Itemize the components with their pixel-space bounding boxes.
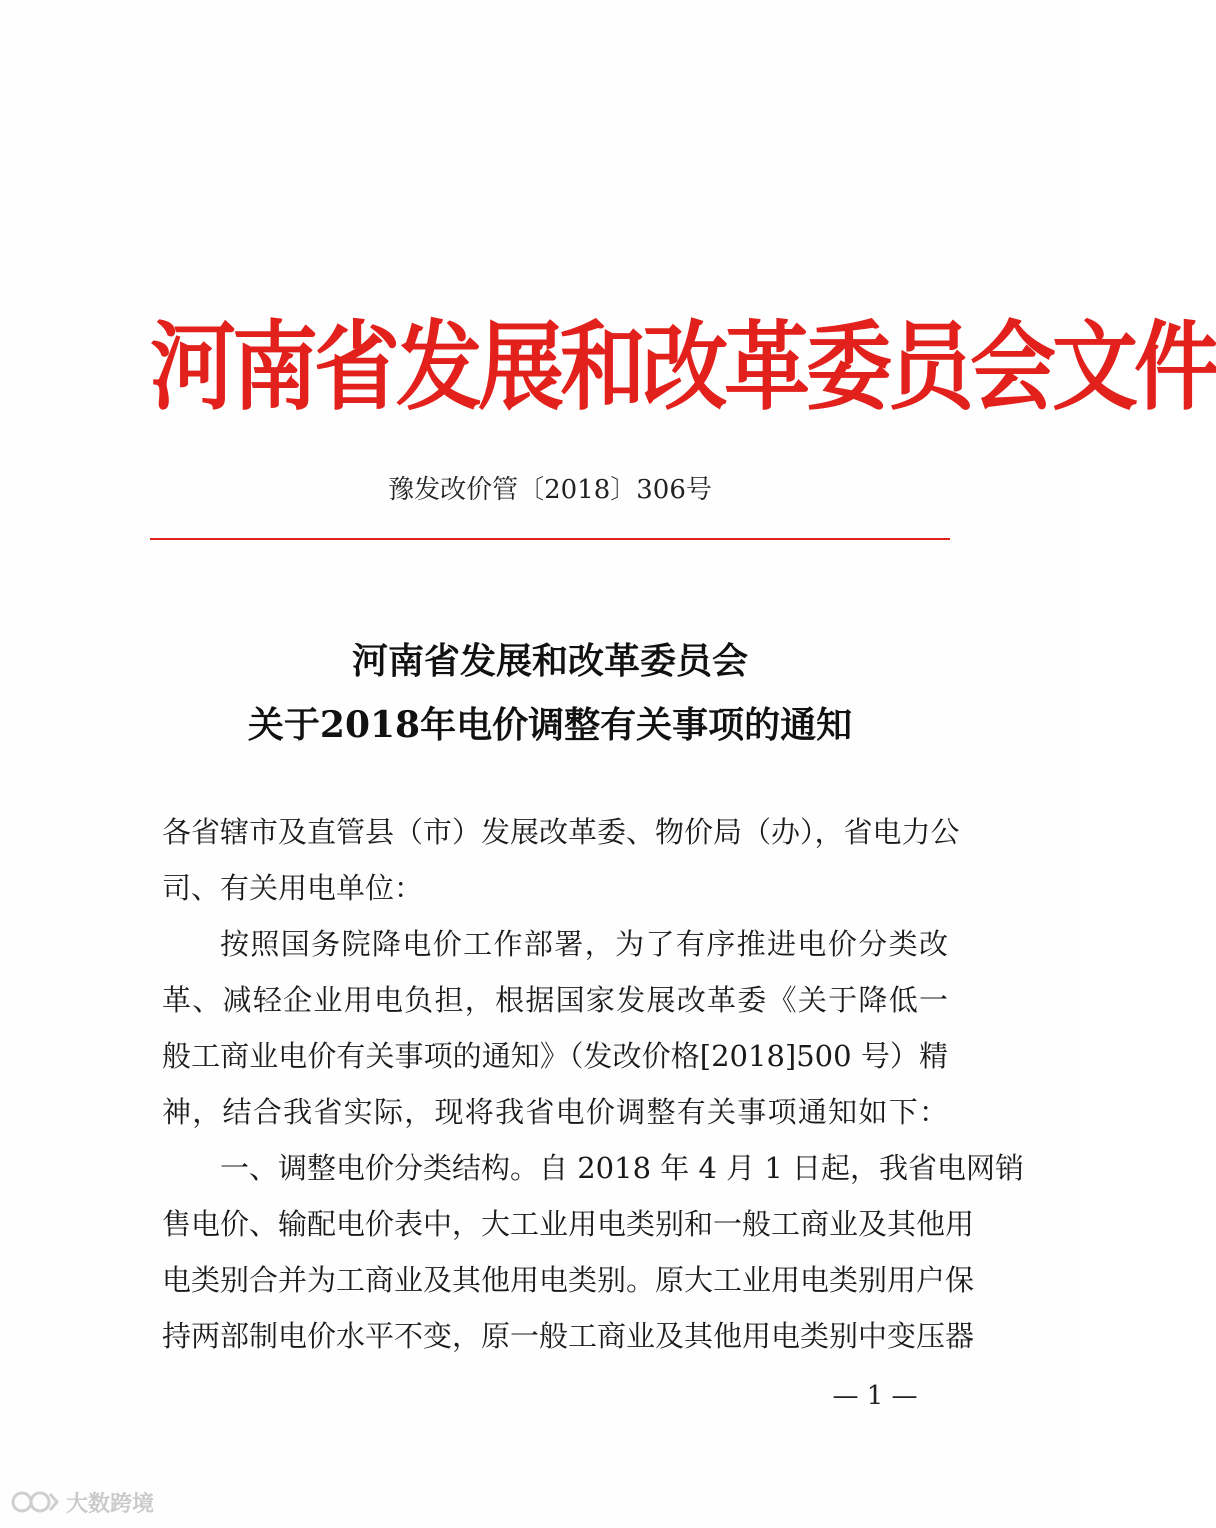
body-line: 神，结合我省实际，现将我省电价调整有关事项通知如下： bbox=[162, 1095, 948, 1129]
notice-title-line-2: 关于2018年电价调整有关事项的通知 bbox=[247, 704, 853, 746]
document-number: 豫发改价管〔2018〕306号 bbox=[388, 475, 712, 505]
document-header-title: 河南省发展和改革委员会文件 bbox=[150, 312, 1216, 424]
watermark-logo-icon bbox=[10, 1488, 60, 1516]
notice-title-line-1: 河南省发展和改革委员会 bbox=[351, 640, 748, 682]
body-line: 一、调整电价分类结构。自 2018 年 4 月 1 日起，我省电网销 bbox=[220, 1151, 1025, 1185]
body-line: 革、减轻企业用电负担，根据国家发展改革委《关于降低一 bbox=[162, 983, 948, 1017]
body-line: 电类别合并为工商业及其他用电类别。原大工业用电类别用户保 bbox=[162, 1263, 975, 1297]
body-line: 售电价、输配电价表中，大工业用电类别和一般工商业及其他用 bbox=[162, 1207, 975, 1241]
watermark bbox=[10, 1484, 154, 1520]
body-line: 司、有关用电单位： bbox=[162, 871, 424, 905]
red-divider-line bbox=[150, 538, 950, 540]
body-line: 持两部制电价水平不变，原一般工商业及其他用电类别中变压器 bbox=[162, 1319, 975, 1353]
body-line: 按照国务院降电价工作部署，为了有序推进电价分类改 bbox=[220, 927, 948, 961]
body-line: 各省辖市及直管县（市）发展改革委、物价局（办），省电力公 bbox=[162, 815, 960, 849]
watermark-text: 大数跨境 bbox=[66, 1491, 155, 1517]
body-line: 般工商业电价有关事项的通知》（发改价格[2018]500 号）精 bbox=[162, 1039, 948, 1073]
page-number: — 1 — bbox=[832, 1381, 918, 1411]
